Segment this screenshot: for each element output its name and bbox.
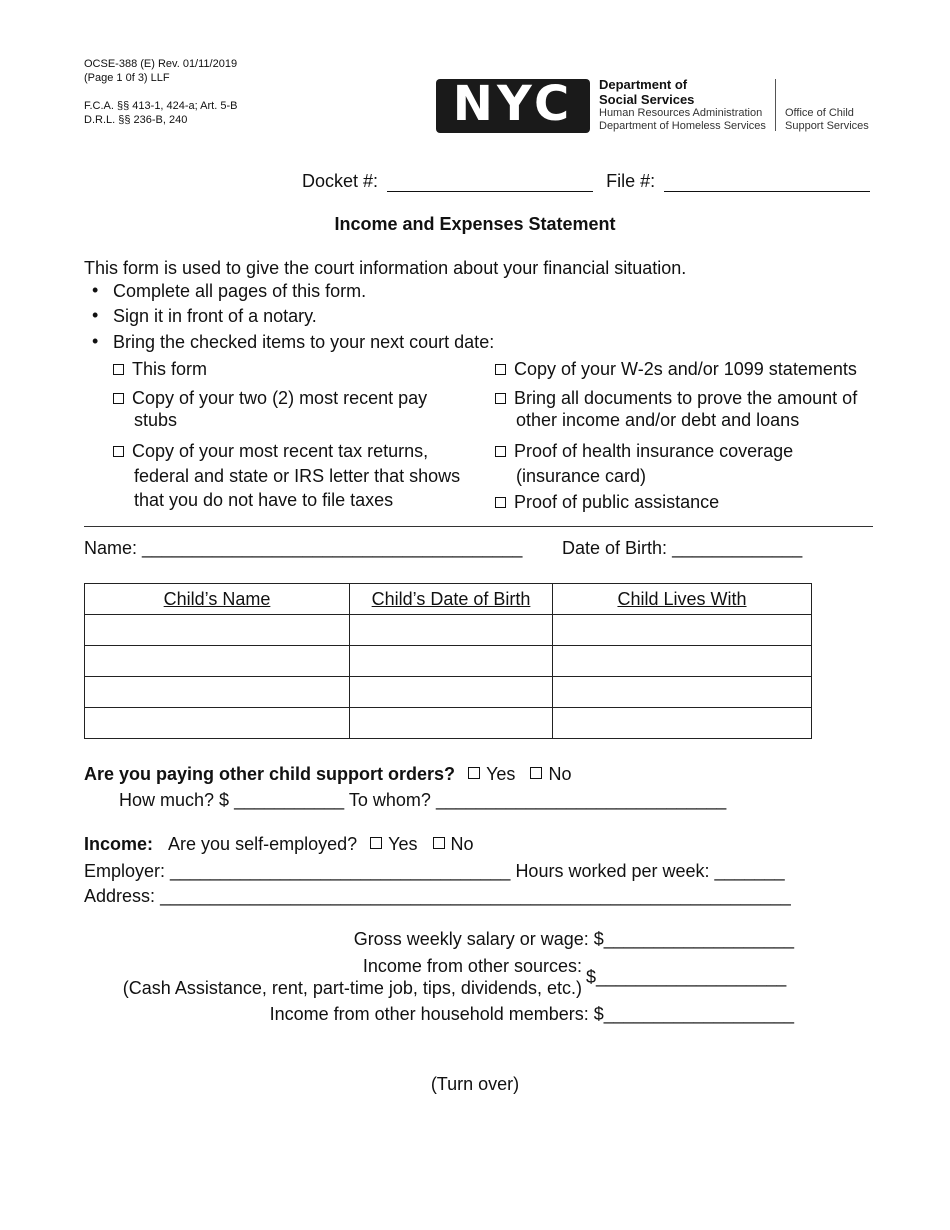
support-no-checkbox[interactable] — [530, 767, 542, 779]
file-field[interactable] — [664, 173, 870, 192]
name-label: Name: — [84, 538, 138, 558]
form-header — [84, 57, 237, 127]
table-row — [85, 708, 812, 739]
docket-row — [302, 170, 870, 192]
section-divider — [84, 526, 873, 527]
other-income-label-block — [84, 955, 582, 999]
page-title: Income and Expenses Statement — [334, 214, 616, 234]
to-whom-field[interactable]: _____________________________ — [435, 790, 727, 810]
name-field[interactable]: ______________________________________ — [142, 538, 523, 558]
other-income-field-row — [586, 966, 786, 988]
table-cell[interactable] — [350, 708, 553, 739]
bullet-item: Complete all pages of this form. — [113, 281, 367, 301]
checklist-label-cont: that you do not have to file taxes — [134, 490, 394, 510]
support-orders-row — [84, 763, 571, 785]
checklist-item — [113, 387, 427, 431]
checklist-label: Bring all documents to prove the amount of — [514, 388, 858, 408]
table-header-row — [85, 584, 812, 615]
checklist-item — [495, 387, 857, 431]
file-label: File #: — [606, 171, 656, 191]
household-income-field[interactable]: ___________________ — [603, 1004, 794, 1024]
bullet-dot: • — [92, 331, 99, 351]
address-label: Address: — [84, 886, 156, 906]
table-cell[interactable] — [350, 677, 553, 708]
nyc-logo-text: NYC — [452, 79, 574, 132]
sub-line-1: Human Resources Administration — [599, 107, 763, 119]
checklist-label-cont: (insurance card) — [516, 465, 647, 486]
nyc-logo-block — [436, 77, 876, 137]
employer-label: Employer: — [84, 861, 166, 881]
checkbox[interactable] — [495, 393, 506, 404]
checklist-label-cont: other income and/or debt and loans — [516, 410, 800, 430]
gross-wage-label: Gross weekly salary or wage: $ — [353, 929, 604, 949]
other-income-field[interactable]: ___________________ — [596, 967, 787, 987]
sub-line-2: Department of Homeless Services — [599, 120, 766, 132]
household-income-row — [84, 1003, 794, 1025]
checklist-label-cont: federal and state or IRS letter that shows — [134, 465, 461, 486]
table-cell[interactable] — [553, 708, 812, 739]
hours-field[interactable]: _______ — [714, 861, 785, 881]
logo-divider — [775, 79, 776, 131]
self-employed-question: Are you self-employed? — [168, 834, 358, 854]
bullet-dot: • — [92, 280, 99, 300]
self-employed-yes-checkbox[interactable] — [370, 837, 382, 849]
table-row — [85, 646, 812, 677]
bullet-item: Bring the checked items to your next court date: — [113, 332, 495, 352]
col-child-lives-with: Child Lives With — [553, 584, 812, 615]
dob-label: Date of Birth: — [562, 538, 668, 558]
dept-line-1: Department of — [599, 77, 688, 92]
checkbox[interactable] — [495, 446, 506, 457]
checklist-label: Copy of your most recent tax returns, — [132, 441, 429, 461]
table-cell[interactable] — [85, 646, 350, 677]
other-income-sublabel: (Cash Assistance, rent, part-time job, tips, dividends, etc.) — [122, 978, 582, 998]
law-ref-1: F.C.A. §§ 413-1, 424-a; Art. 5-B — [84, 100, 238, 112]
checklist-item — [113, 439, 460, 513]
nyc-logo — [436, 79, 590, 133]
table-cell[interactable] — [85, 708, 350, 739]
table-cell[interactable] — [85, 615, 350, 646]
checklist-label: This form — [132, 359, 208, 379]
col-child-dob: Child’s Date of Birth — [350, 584, 553, 615]
checklist-label: Proof of health insurance coverage — [514, 441, 794, 461]
checkbox[interactable] — [495, 497, 506, 508]
address-row — [84, 885, 791, 907]
checklist-item — [495, 491, 719, 513]
employer-row — [84, 860, 785, 882]
table-cell[interactable] — [553, 677, 812, 708]
docket-field[interactable] — [387, 173, 593, 192]
law-ref-2: D.R.L. §§ 236-B, 240 — [84, 114, 188, 126]
bullet-item: Sign it in front of a notary. — [113, 306, 317, 326]
children-table — [84, 583, 812, 739]
other-income-dollar: $ — [586, 967, 597, 987]
self-employed-yes-label: Yes — [388, 834, 418, 854]
employer-field[interactable]: __________________________________ — [170, 861, 511, 881]
address-field[interactable]: _______________________________________________________________ — [160, 886, 791, 906]
checklist-label: Copy of your W-2s and/or 1099 statements — [514, 359, 857, 379]
household-income-label: Income from other household members: $ — [269, 1004, 604, 1024]
office-line-1: Office of Child — [785, 107, 854, 119]
gross-wage-field[interactable]: ___________________ — [603, 929, 794, 949]
table-cell[interactable] — [85, 677, 350, 708]
table-cell[interactable] — [350, 646, 553, 677]
checklist-item — [495, 439, 793, 488]
dept-line-2: Social Services — [599, 92, 695, 107]
support-orders-question: Are you paying other child support orders? — [84, 764, 456, 784]
support-yes-label: Yes — [486, 764, 516, 784]
checkbox[interactable] — [495, 364, 506, 375]
support-yes-checkbox[interactable] — [468, 767, 480, 779]
table-cell[interactable] — [553, 646, 812, 677]
intro-text: This form is used to give the court information about your financial situation. — [84, 258, 687, 278]
checklist-label: Copy of your two (2) most recent pay — [132, 388, 428, 408]
checklist-label: Proof of public assistance — [514, 492, 720, 512]
to-whom-label: To whom? — [348, 790, 431, 810]
checkbox[interactable] — [113, 364, 124, 375]
how-much-label: How much? $ — [119, 790, 230, 810]
how-much-field[interactable]: ___________ — [234, 790, 345, 810]
dob-row — [562, 537, 802, 559]
checklist-label-cont: stubs — [134, 410, 178, 430]
office-line-2: Support Services — [785, 120, 869, 132]
bullet-dot: • — [92, 305, 99, 325]
support-amount-row — [119, 789, 726, 811]
hours-label: Hours worked per week: — [515, 861, 710, 881]
turn-over: (Turn over) — [430, 1074, 520, 1094]
support-no-label: No — [548, 764, 572, 784]
col-child-name: Child’s Name — [85, 584, 350, 615]
other-income-label: Income from other sources: — [362, 956, 582, 976]
name-row — [84, 537, 522, 559]
gross-wage-row — [84, 928, 794, 950]
checkbox[interactable] — [113, 393, 124, 404]
checklist-item — [113, 358, 207, 380]
self-employed-no-label: No — [450, 834, 474, 854]
checkbox[interactable] — [113, 446, 124, 457]
page-info: (Page 1 0f 3) LLF — [84, 72, 170, 84]
table-row — [85, 677, 812, 708]
table-cell[interactable] — [553, 615, 812, 646]
table-row — [85, 615, 812, 646]
form-id: OCSE-388 (E) Rev. 01/11/2019 — [84, 58, 238, 70]
self-employed-no-checkbox[interactable] — [433, 837, 445, 849]
income-row — [84, 833, 474, 855]
dob-field[interactable]: _____________ — [672, 538, 803, 558]
table-cell[interactable] — [350, 615, 553, 646]
docket-label: Docket #: — [302, 171, 379, 191]
income-label: Income: — [84, 834, 154, 854]
checklist-item — [495, 358, 857, 380]
